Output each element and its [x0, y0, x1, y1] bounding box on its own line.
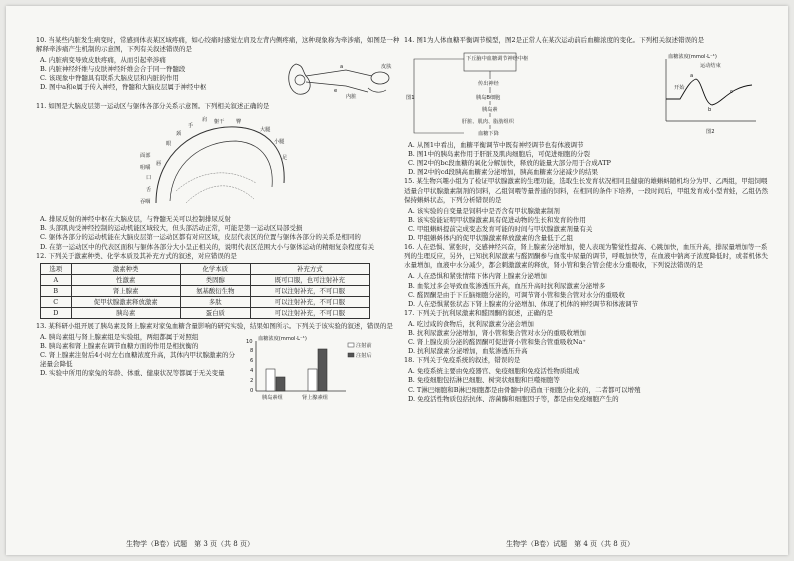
motor-label-foot: 足: [282, 155, 288, 162]
fig1-label: 胰岛素: [482, 107, 498, 114]
question-14-figure-2: [652, 49, 762, 139]
fig1-label: 血糖下降: [478, 131, 499, 138]
question-15-option-a: A. 该实验的自变量是饲料中是否含有甲状腺激素制剂: [408, 206, 560, 215]
table-cell: 肾上腺素: [71, 285, 180, 296]
table-cell: 类固醇: [180, 274, 250, 285]
question-13-option-d: D. 实验中所用的家兔的年龄、体重、健康状况等都属于无关变量: [40, 369, 225, 378]
question-18-stem: 18. 下列关于免疫系统的叙述，错误的是: [404, 356, 521, 365]
table-header-cell: 化学本质: [180, 263, 250, 274]
table-header-cell: 补充方式: [250, 263, 369, 274]
table-cell: 既可口服，也可注射补充: [250, 274, 369, 285]
motor-label-swallow: 吞咽: [140, 199, 151, 206]
question-10-organ-label: 内脏: [346, 94, 357, 101]
question-14-option-a: A. 从图1中看出，血糖平衡调节中既有神经调节也有体液调节: [408, 141, 584, 150]
question-17: [404, 309, 772, 356]
question-16-option-c: C. 醛固酮是由于下丘脑细胞分泌的，可调节肾小管和集合管对水分的重吸收: [408, 290, 625, 299]
question-18-option-b: B. 免疫细胞包括淋巴细胞、树突状细胞和巨噬细胞等: [408, 376, 560, 385]
motor-label-mouth: 口: [146, 175, 152, 182]
table-header-cell: 激素种类: [71, 263, 180, 274]
question-14: [404, 36, 772, 177]
table-cell: C: [41, 296, 72, 307]
fig2-end-label: 运动结束: [700, 63, 721, 70]
motor-label-eye: 眼: [166, 141, 172, 148]
question-10-skin-label: 皮肤: [381, 64, 392, 71]
question-17-option-b: B. 抗利尿激素分泌增加，肾小管和集合管对水分的重吸收增加: [408, 328, 586, 337]
question-15-option-d: D. 甲组蝌蚪体内的促甲状腺激素释放激素的含量低于乙组: [408, 234, 574, 243]
question-14-figure-1: [404, 49, 574, 139]
question-13-option-b: B. 胰岛素和肾上腺素在调节血糖方面的作用是相抗衡的: [40, 341, 199, 350]
fig2-title: 图2: [706, 129, 715, 136]
legend-swatch-after: [348, 353, 354, 357]
question-13-option-a: A. 胰岛素组与肾上腺素组是实验组，两组都属于对照组: [40, 332, 199, 341]
legend-label-after: 注射后: [356, 352, 372, 359]
y-tick: 4: [250, 367, 254, 374]
table-cell: 蛋白质: [180, 307, 250, 318]
question-18: [404, 356, 772, 403]
question-13-stem: 13. 某科研小组开展了胰岛素及肾上腺素对家兔血糖含量影响的研究实验，结果如图所示。下列关于该实验的叙述，错误的是: [36, 321, 393, 330]
question-16: [404, 243, 772, 309]
fig1-title: 图1: [406, 95, 415, 102]
bar-insulin-after: [276, 377, 285, 391]
table-cell: 可以注射补充，不可口服: [250, 307, 369, 318]
question-10-figure: [276, 58, 396, 100]
question-15-option-c: C. 甲组蝌蚪提前完成变态发育可能的时间与甲状腺激素剂量有关: [408, 224, 593, 233]
question-14-option-c: C. 图2中的bc段血糖的氧化分解加快，释放的能量大部分用于合成ATP: [408, 159, 611, 168]
question-12: [36, 252, 404, 319]
footer-page-4: 生物学（B卷）试题 第 4 页（共 8 页）: [506, 540, 634, 548]
table-header-row: [41, 263, 370, 274]
table-cell: D: [41, 307, 72, 318]
question-15: [404, 177, 772, 243]
motor-label-calf: 小腿: [274, 139, 285, 146]
footer-page-3: 生物学（B卷）试题 第 3 页（共 8 页）: [126, 540, 254, 548]
question-15-option-b: B. 该实验能证明甲状腺激素具有促进动物的生长和发育的作用: [408, 215, 586, 224]
motor-label-thigh: 大腿: [260, 127, 271, 134]
question-14-option-d: D. 图2中的cd段胰高血糖素分泌增加，胰高血糖素分泌减少的结果: [408, 168, 599, 177]
question-16-option-b: B. 血浆过多会导致血浆渗透压升高，血压升高时抗利尿激素分泌增多: [408, 281, 606, 290]
question-10: [36, 36, 404, 102]
table-cell: 可以注射补充，不可口服: [250, 285, 369, 296]
question-16-stem: 16. 人在恐惧、紧张时，交感神经兴奋，肾上腺素分泌增加，使人表现为警觉性提高、心跳加快，血压升高，排尿量增加等一系列的生理反应，另外，已知抗利尿激素与醛固酮参与血浆中尿量的调节，呼吸加快等，在血液中钠离子浓度降低时，或者机体失水量增加，血液中水分减少，都会刺激激素的释放，肾小管和集合管会使水分重吸收，下列说法错误的是: [404, 243, 768, 270]
motor-label-tongue: 舌: [146, 187, 152, 194]
question-10-option-b: B. 内脏神经纤维与皮肤神经纤维会合于同一脊髓段: [40, 65, 186, 74]
question-18-option-d: D. 免疫活性物质包括抗体、溶菌酶和细胞因子等，都是由免疫细胞产生的: [408, 394, 619, 403]
question-10-a-label: a: [340, 64, 344, 71]
question-11-option-d: D. 在第一运动区中的代表区面积与躯体各部分大小呈正相关的，说明代表区范围大小与躯体运动的精细复杂程度有关: [40, 242, 375, 251]
question-17-option-c: C. 肾上腺皮质分泌的醛固酮可促进肾小管和集合管重吸收Na⁺: [408, 338, 586, 347]
question-13-chart: [236, 335, 376, 403]
question-11-figure: [136, 113, 404, 213]
question-10-option-d: D. 图中a和e属于传入神经，脊髓和大脑皮层属于神经中枢: [40, 83, 207, 92]
motor-label-neck: 颈: [176, 131, 182, 138]
fig1-label: 肝脏、肌肉、脂肪组织: [462, 119, 514, 126]
left-column: [36, 36, 404, 548]
hormone-table: [40, 263, 370, 319]
fig2-point-c: c: [730, 89, 733, 96]
question-18-option-c: C. T淋巴细胞和B淋巴细胞都是由骨髓中的造血干细胞分化来的，二者都可以增殖: [408, 385, 641, 394]
fig2-point-b: b: [708, 107, 712, 114]
y-tick: 10: [246, 338, 253, 345]
motor-label-trunk: 躯干: [214, 119, 225, 126]
question-11: [36, 102, 404, 251]
motor-label-face: 面部: [140, 153, 151, 160]
fig1-label: 下丘脑中血糖调节神经中枢: [466, 56, 529, 63]
bar-epinephrine-before: [308, 369, 317, 391]
table-row: [41, 285, 370, 296]
motor-label-chew: 咀嚼: [140, 165, 151, 172]
x-category-label: 胰岛素组: [262, 394, 283, 401]
legend-label-before: 注射前: [356, 342, 372, 349]
motor-label-hand: 手: [188, 123, 194, 130]
bar-insulin-before: [266, 369, 275, 391]
fig2-point-a: a: [690, 73, 694, 80]
question-10-e-label: e: [334, 88, 338, 95]
chart-ylabel: 血糖浓度(mmol·L⁻¹): [258, 335, 307, 342]
question-16-option-d: D. 人在恐惧紧张状态下肾上腺素的分泌增加、体现了机体的神经调节和体液调节: [408, 299, 639, 308]
fig2-start-label: 开始: [674, 85, 685, 92]
table-cell: 氨基酸衍生物: [180, 285, 250, 296]
table-row: [41, 296, 370, 307]
bar-epinephrine-after: [318, 349, 327, 391]
question-11-option-b: B. 头部肌肉受神经控制的运动机能区域较大，但头部活动正常，可能是第一运动区局部受损: [40, 224, 303, 233]
y-tick: 6: [250, 357, 254, 364]
fig1-label: 胰岛B细胞: [476, 95, 501, 102]
motor-label-lip: 唇: [156, 161, 162, 168]
question-12-stem: 12. 下列关于激素种类、化学本质及其补充方式的叙述，对应错误的是: [36, 251, 237, 260]
motor-label-shoulder: 肩: [202, 117, 208, 124]
question-17-option-a: A. 吃过咸的食物后，抗利尿激素分泌会增加: [408, 319, 534, 328]
question-17-option-d: D. 抗利尿激素分泌增加，血浆渗透压升高: [408, 347, 528, 356]
table-header-cell: 选项: [41, 263, 72, 274]
table-cell: 胰岛素: [71, 307, 180, 318]
table-cell: 性激素: [71, 274, 180, 285]
question-17-stem: 17. 下列关于抗利尿激素和醛固酮的叙述，正确的是: [404, 308, 553, 317]
table-cell: 促甲状腺激素释放激素: [71, 296, 180, 307]
table-cell: 可以注射补充，不可口服: [250, 296, 369, 307]
fig2-ylabel: 血糖浓度(mmol·L⁻¹): [668, 54, 717, 61]
question-10-option-c: C. 该现象中脊髓具有联系大脑皮层和内脏的作用: [40, 74, 179, 83]
table-cell: 多肽: [180, 296, 250, 307]
x-category-label: 肾上腺素组: [302, 394, 328, 401]
question-10-stem: 10. 当某些内脏发生病变时，常感到体表某区域疼痛，如心绞痛时感觉左肩及左背内侧疼痛，这种现象称为牵涉痛，如图是一种解释牵涉痛产生机制的示意图，下列有关叙述错误的是: [36, 36, 400, 54]
question-14-option-b: B. 图1中的胰岛素作用于肝脏及肌肉细胞后，可促进细胞的分裂: [408, 150, 591, 159]
table-row: [41, 307, 370, 318]
question-18-option-a: A. 免疫系统主要由免疫器官、免疫细胞和免疫活性物质组成: [408, 367, 580, 376]
motor-label-hip: 臀: [236, 119, 242, 126]
question-11-option-c: C. 躯体各部分的运动机能在大脑皮层第一运动区都有对应区域，皮层代表区的位置与躯体各部分的关系是相同的: [40, 233, 361, 242]
question-10-option-a: A. 内脏病变导致皮肤疼痛，从而引起牵涉痛: [40, 56, 166, 65]
right-column: [404, 36, 772, 548]
legend-swatch-before: [348, 343, 354, 347]
question-11-stem: 11. 如图是大脑皮层第一运动区与躯体各部分关系示意图。下列相关叙述正确的是: [36, 102, 270, 111]
question-13-option-c: C. 肾上腺素注射后4小时左右血糖浓度升高，其体内甲状腺激素的分泌量会降低: [40, 351, 236, 369]
table-row: [41, 274, 370, 285]
question-11-option-a: A. 排尿反射的神经中枢在大脑皮层，与脊髓无关可以控制排尿反射: [40, 215, 231, 224]
table-cell: A: [41, 274, 72, 285]
question-15-stem: 15. 某生物兴趣小组为了检证甲状腺激素的生理功能，选取生长发育状况相同且健康的雄蝌蚪随机均分为甲、乙两组，甲组饲喂适量合甲状腺激素制剂的饲料，乙组饲喂等量普通的饲料，在相同的条件下培养，一段时间后，甲组发育成小型青蛙，乙组仍然保持蝌蚪状态，下列分析错误的是: [404, 177, 768, 204]
question-13: [36, 322, 404, 405]
fig1-label: 传出神经: [478, 81, 499, 88]
y-tick: 8: [250, 347, 254, 354]
table-cell: B: [41, 285, 72, 296]
question-16-option-a: A. 人在恐惧和紧张情绪下体内肾上腺素分泌增加: [408, 272, 547, 281]
question-14-stem: 14. 图1为人体血糖平衡调节模型，图2是正常人在某次运动前后血糖浓度的变化。下列相关叙述错误的是: [404, 36, 705, 44]
exam-sheet: [6, 6, 788, 555]
y-tick: 0: [250, 387, 254, 394]
y-tick: 2: [250, 377, 254, 384]
